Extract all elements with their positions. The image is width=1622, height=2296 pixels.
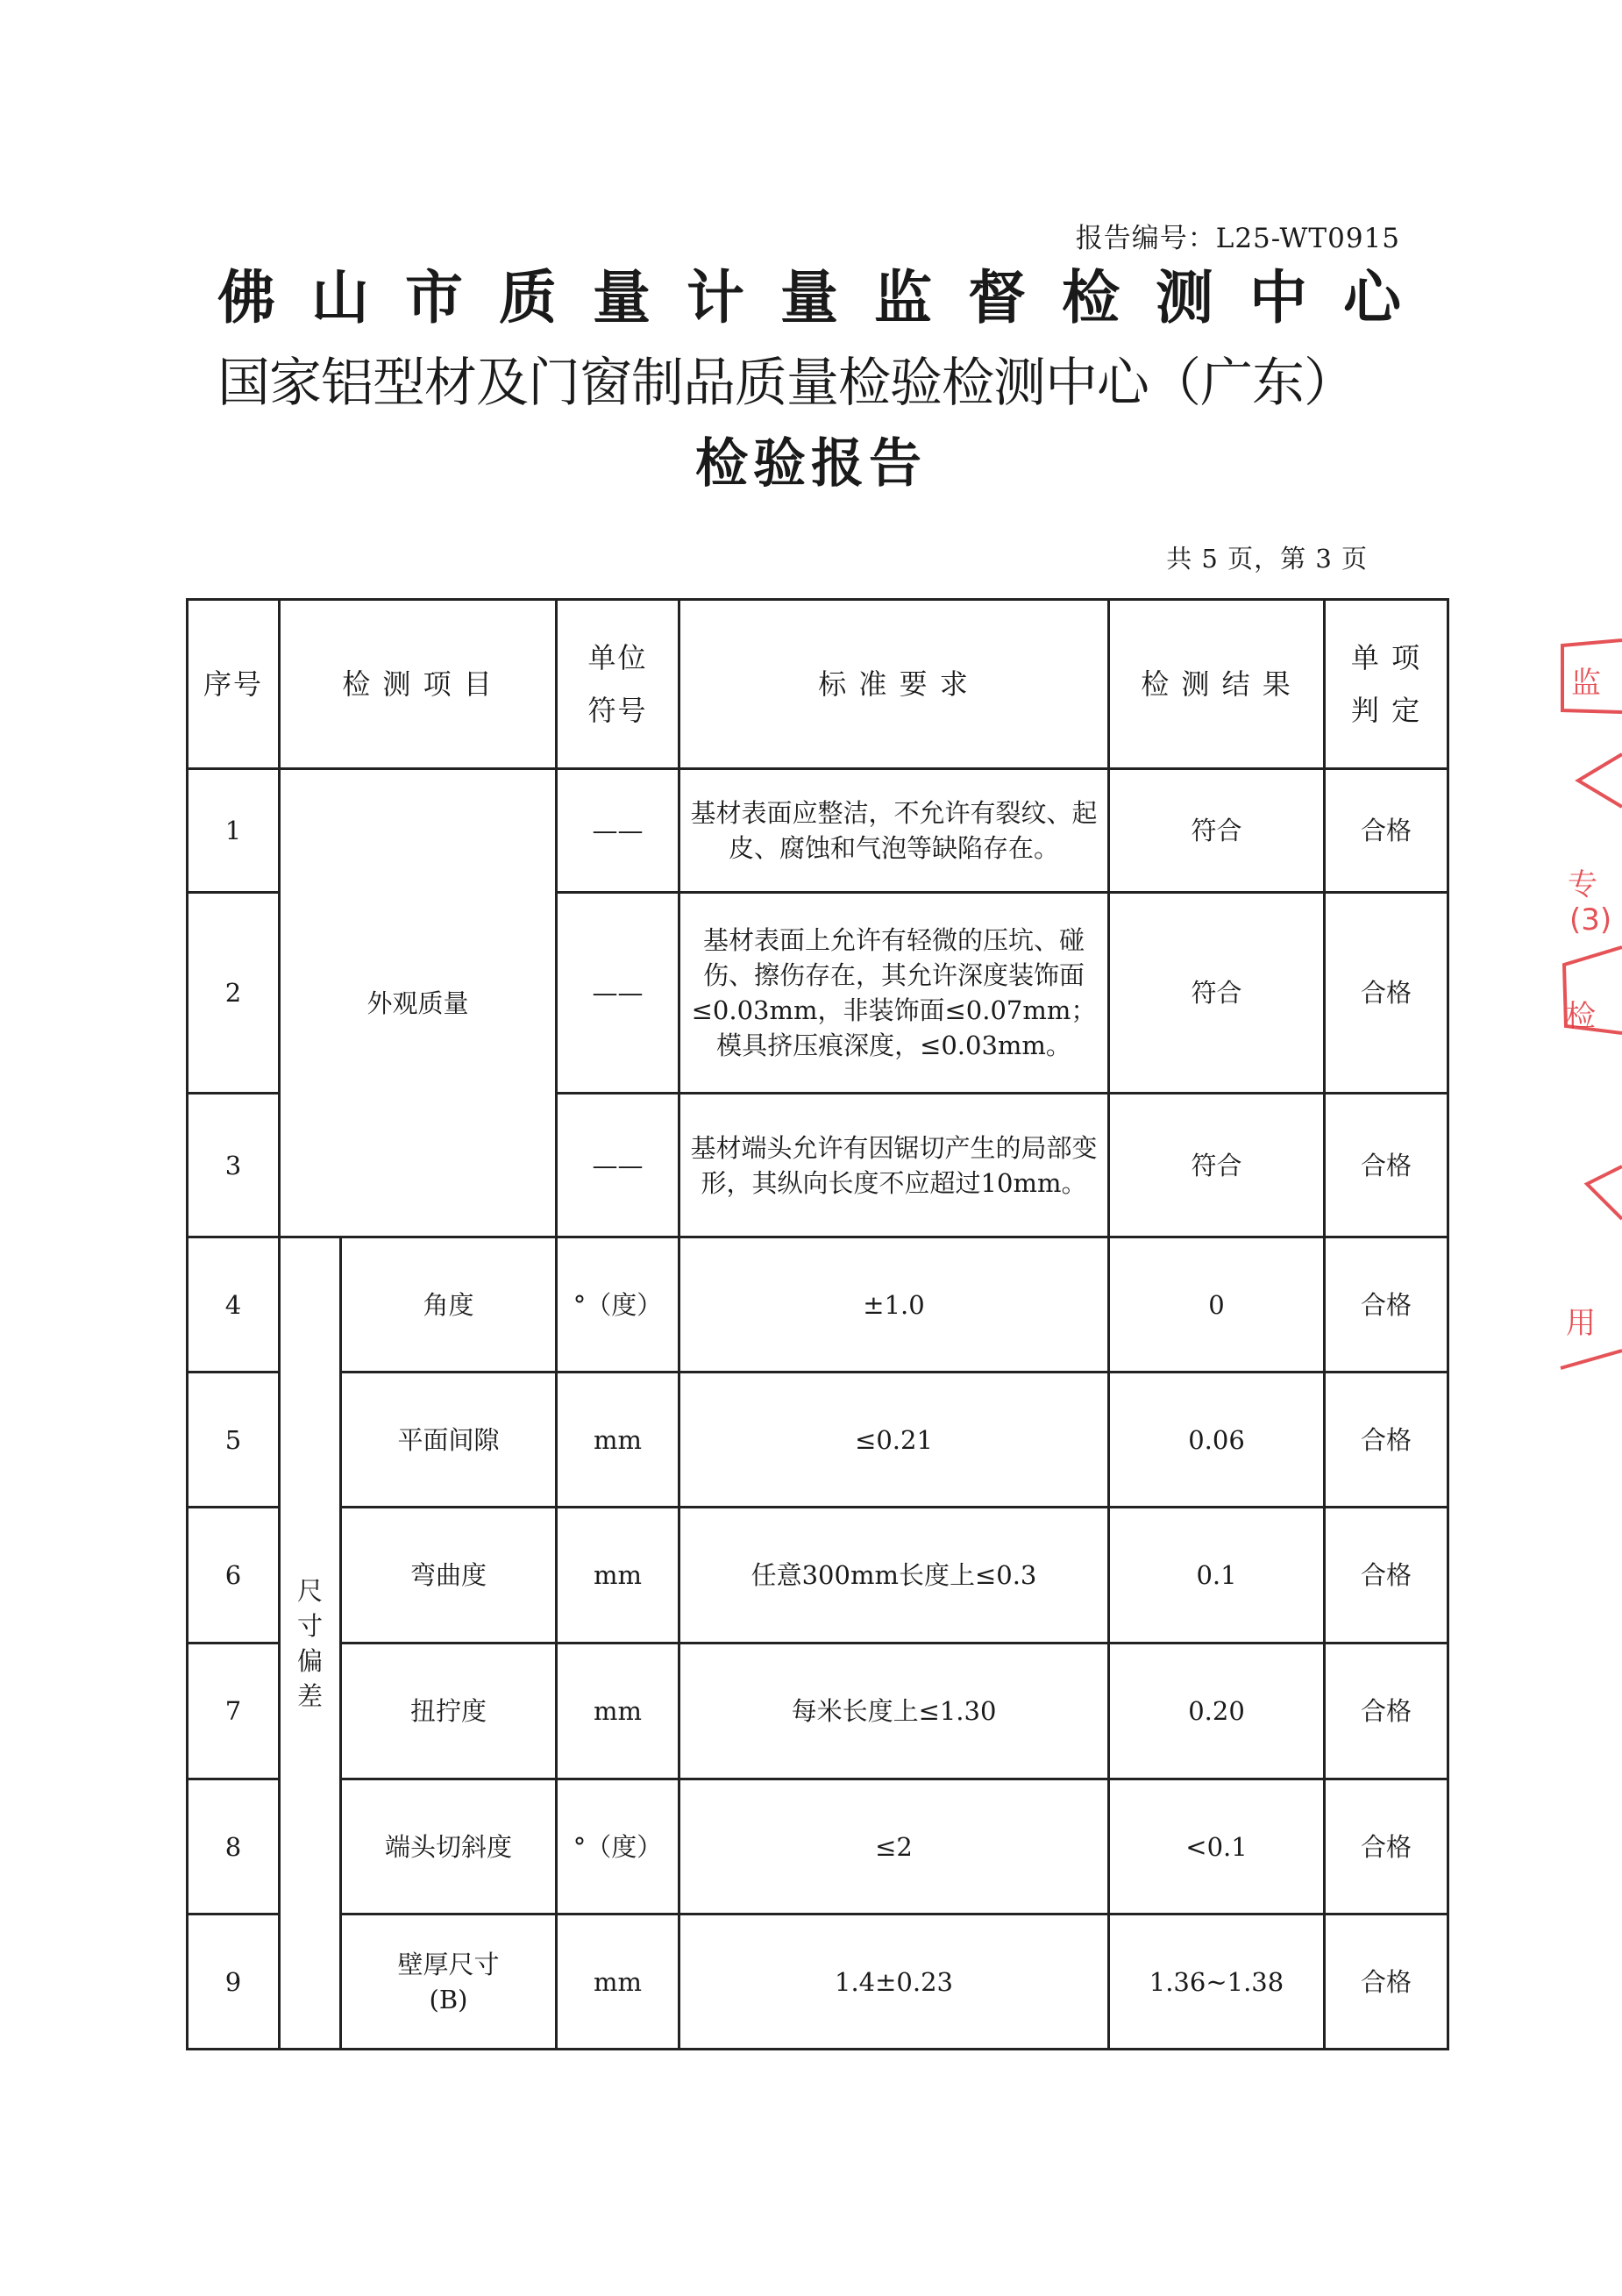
row-result: 符合 bbox=[1109, 893, 1325, 1094]
row-result: 符合 bbox=[1109, 1094, 1325, 1237]
row-verdict: 合格 bbox=[1325, 1915, 1448, 2050]
row-item bbox=[341, 1915, 557, 2050]
row-standard: 1.4±0.23 bbox=[679, 1915, 1109, 2050]
table-row bbox=[188, 1373, 1448, 1508]
group-appearance-label: 外观质量 bbox=[280, 769, 557, 1237]
row-item: 弯曲度 bbox=[341, 1508, 557, 1644]
org-name-char: 佛 bbox=[217, 264, 275, 332]
col-header-unit-line2: 符号 bbox=[587, 694, 648, 727]
inspection-table bbox=[186, 598, 1449, 2050]
row-seq: 7 bbox=[188, 1644, 280, 1779]
group-dimension-char: 尺 bbox=[296, 1575, 323, 1606]
org-name-char: 中 bbox=[1249, 264, 1307, 332]
row-standard: 基材表面上允许有轻微的压坑、碰伤、擦伤存在，其允许深度装饰面≤0.03mm，非装饰面≤0.07mm；模具挤压痕深度，≤0.03mm。 bbox=[679, 893, 1109, 1094]
document-title: 检验报告 bbox=[695, 433, 927, 495]
table-row bbox=[188, 1779, 1448, 1915]
row-result: 0.06 bbox=[1109, 1373, 1325, 1508]
row-standard: 基材端头允许有因锯切产生的局部变形，其纵向长度不应超过10mm。 bbox=[679, 1094, 1109, 1237]
org-name-char: 量 bbox=[593, 264, 651, 332]
row-result: 0.20 bbox=[1109, 1644, 1325, 1779]
row-unit: —— bbox=[557, 893, 679, 1094]
row-item-sub: (B) bbox=[429, 1984, 468, 2014]
col-header-verdict bbox=[1325, 600, 1448, 769]
row-seq: 1 bbox=[188, 769, 280, 893]
org-name-char: 质 bbox=[499, 264, 557, 332]
svg-text:(3): (3) bbox=[1569, 902, 1612, 938]
row-result: 符合 bbox=[1109, 769, 1325, 893]
row-unit: mm bbox=[557, 1644, 679, 1779]
col-header-unit bbox=[557, 600, 679, 769]
row-standard: 基材表面应整洁，不允许有裂纹、起皮、腐蚀和气泡等缺陷存在。 bbox=[679, 769, 1109, 893]
row-verdict: 合格 bbox=[1325, 1237, 1448, 1373]
group-dimension-char: 差 bbox=[296, 1680, 323, 1711]
row-standard: 任意300mm长度上≤0.3 bbox=[679, 1508, 1109, 1644]
group-dimension-char: 偏 bbox=[296, 1645, 323, 1676]
row-verdict: 合格 bbox=[1325, 1644, 1448, 1779]
row-unit: mm bbox=[557, 1508, 679, 1644]
row-standard: 每米长度上≤1.30 bbox=[679, 1644, 1109, 1779]
col-header-verdict-line2: 判 定 bbox=[1350, 694, 1422, 727]
org-name-char: 督 bbox=[968, 264, 1026, 332]
row-item: 扭拧度 bbox=[341, 1644, 557, 1779]
row-unit: mm bbox=[557, 1915, 679, 2050]
org-name-char: 量 bbox=[780, 264, 838, 332]
group-dimension-char: 寸 bbox=[296, 1610, 323, 1641]
row-seq: 6 bbox=[188, 1508, 280, 1644]
row-seq: 4 bbox=[188, 1237, 280, 1373]
table-row bbox=[188, 1508, 1448, 1644]
row-unit: mm bbox=[557, 1373, 679, 1508]
row-item: 角度 bbox=[341, 1237, 557, 1373]
row-result: 0 bbox=[1109, 1237, 1325, 1373]
row-verdict: 合格 bbox=[1325, 1094, 1448, 1237]
row-verdict: 合格 bbox=[1325, 769, 1448, 893]
row-seq: 5 bbox=[188, 1373, 280, 1508]
row-seq: 8 bbox=[188, 1779, 280, 1915]
seal-stamp-graphic bbox=[1552, 614, 1622, 1403]
org-name-char: 心 bbox=[1343, 264, 1401, 332]
org-name-char: 市 bbox=[405, 264, 463, 332]
org-name-char: 测 bbox=[1156, 264, 1213, 332]
svg-text:检: 检 bbox=[1566, 999, 1596, 1034]
row-unit: °（度） bbox=[557, 1237, 679, 1373]
col-header-seq: 序号 bbox=[188, 600, 280, 769]
table-row bbox=[188, 1644, 1448, 1779]
organization-name-secondary: 国家铝型材及门窗制品质量检验检测中心（广东） bbox=[217, 353, 1355, 414]
row-result: 1.36~1.38 bbox=[1109, 1915, 1325, 2050]
row-seq: 2 bbox=[188, 893, 280, 1094]
row-verdict: 合格 bbox=[1325, 1779, 1448, 1915]
page-indicator: 共 5 页，第 3 页 bbox=[1166, 544, 1368, 574]
col-header-standard: 标 准 要 求 bbox=[679, 600, 1109, 769]
row-item: 平面间隙 bbox=[341, 1373, 557, 1508]
report-number: 报告编号：L25-WT0915 bbox=[1075, 223, 1400, 254]
org-name-char: 山 bbox=[311, 264, 369, 332]
organization-name bbox=[217, 263, 1401, 333]
row-item-name: 壁厚尺寸 bbox=[397, 1949, 500, 1979]
col-header-item: 检 测 项 目 bbox=[280, 600, 557, 769]
org-name-char: 计 bbox=[687, 264, 744, 332]
group-dimension-label bbox=[280, 1237, 341, 2050]
row-unit: °（度） bbox=[557, 1779, 679, 1915]
row-verdict: 合格 bbox=[1325, 1373, 1448, 1508]
row-seq: 9 bbox=[188, 1915, 280, 2050]
table-row bbox=[188, 1915, 1448, 2050]
row-result: <0.1 bbox=[1109, 1779, 1325, 1915]
row-verdict: 合格 bbox=[1325, 893, 1448, 1094]
row-standard: ±1.0 bbox=[679, 1237, 1109, 1373]
row-seq: 3 bbox=[188, 1094, 280, 1237]
row-verdict: 合格 bbox=[1325, 1508, 1448, 1644]
row-standard: ≤2 bbox=[679, 1779, 1109, 1915]
col-header-verdict-line1: 单 项 bbox=[1350, 641, 1422, 674]
row-standard: ≤0.21 bbox=[679, 1373, 1109, 1508]
svg-text:监: 监 bbox=[1571, 666, 1601, 701]
col-header-result: 检 测 结 果 bbox=[1109, 600, 1325, 769]
col-header-unit-line1: 单位 bbox=[587, 641, 648, 674]
org-name-char: 检 bbox=[1062, 264, 1120, 332]
svg-text:专: 专 bbox=[1568, 867, 1597, 902]
row-result: 0.1 bbox=[1109, 1508, 1325, 1644]
row-item: 端头切斜度 bbox=[341, 1779, 557, 1915]
org-name-char: 监 bbox=[874, 264, 932, 332]
row-unit: —— bbox=[557, 1094, 679, 1237]
seal-stamp-fragment bbox=[1552, 614, 1622, 1403]
svg-text:用: 用 bbox=[1566, 1306, 1596, 1341]
table-row bbox=[188, 1237, 1448, 1373]
table-row bbox=[188, 769, 1448, 893]
table-header-row bbox=[188, 600, 1448, 769]
row-unit: —— bbox=[557, 769, 679, 893]
